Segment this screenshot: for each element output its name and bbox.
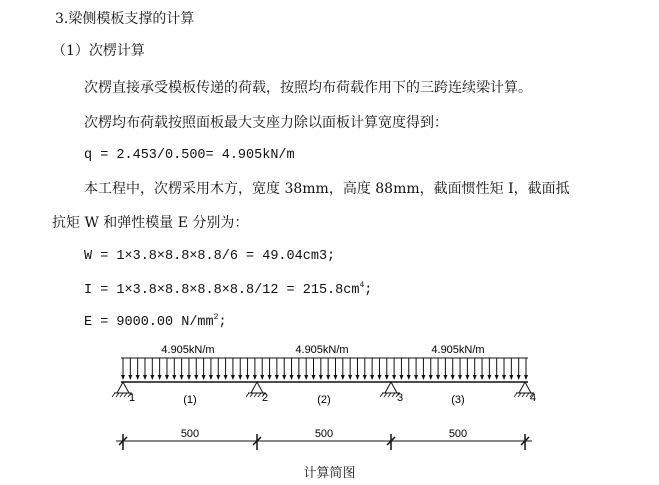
load-arrow-head	[487, 375, 491, 380]
distributed-load-arrows	[121, 358, 528, 380]
support-label-2: 2	[262, 392, 269, 404]
load-arrow-head	[451, 375, 455, 380]
equation-e	[84, 314, 227, 332]
load-arrow-head	[370, 375, 374, 380]
equation-i-end: ;	[364, 283, 373, 298]
load-arrow-head	[363, 375, 367, 380]
support-hatch	[258, 393, 261, 397]
load-arrow-head	[473, 375, 477, 380]
load-arrow-head	[253, 375, 257, 380]
load-arrow-head	[158, 375, 162, 380]
load-arrow-head	[297, 375, 301, 380]
load-arrow-head	[165, 375, 169, 380]
load-arrow-head	[436, 375, 440, 380]
equation-q: q = 2.453/0.500= 4.905kN/m	[84, 148, 295, 163]
load-arrow-head	[392, 375, 396, 380]
load-arrow-head	[377, 375, 381, 380]
load-arrow-head	[224, 375, 228, 380]
section-title: 3.梁侧模板支撑的计算	[55, 11, 195, 27]
load-arrow-head	[458, 375, 462, 380]
load-arrow-head	[399, 375, 403, 380]
load-arrow-head	[407, 375, 411, 380]
load-arrow-head	[414, 375, 418, 380]
paragraph-3-line-2: 抗矩 W 和弹性模量 E 分别为：	[52, 215, 249, 231]
load-arrow-head	[312, 375, 316, 380]
support-label-3: 3	[397, 392, 404, 404]
load-arrow-head	[385, 375, 389, 380]
support-label-4: 4	[530, 392, 537, 404]
support-hatch	[124, 393, 127, 397]
calculation-diagram	[108, 340, 548, 458]
load-arrow-head	[150, 375, 154, 380]
support-hatch	[120, 393, 123, 397]
load-arrow-head	[238, 375, 242, 380]
equation-e-main: E = 9000.00 N/mm	[84, 315, 214, 330]
support-hatch	[526, 393, 529, 397]
equation-i-exponent: 4	[359, 281, 365, 290]
support-label-1: 1	[129, 392, 136, 404]
load-arrow-head	[326, 375, 330, 380]
support-hatch	[246, 393, 249, 397]
load-arrow-head	[502, 375, 506, 380]
span-label-3: (3)	[451, 394, 465, 406]
diagram-caption: 计算简图	[303, 466, 356, 481]
load-label-3: 4.905kN/m	[431, 344, 485, 356]
load-arrow-head	[275, 375, 279, 380]
equation-e-end: ;	[218, 315, 227, 330]
paragraph-3-line-1: 本工程中，次楞采用木方，宽度 38mm，高度 88mm，截面惯性矩 I，截面抵	[84, 181, 570, 197]
load-arrow-head	[429, 375, 433, 380]
load-arrow-head	[136, 375, 140, 380]
support-hatch	[392, 393, 395, 397]
paragraph-2: 次楞均布荷载按照面板最大支座力除以面板计算宽度得到：	[84, 115, 448, 131]
load-arrow-head	[121, 375, 125, 380]
span-label-2: (2)	[317, 394, 331, 406]
load-arrow-head	[333, 375, 337, 380]
load-arrow-head	[187, 375, 191, 380]
load-arrow-head	[290, 375, 294, 380]
load-arrow-head	[480, 375, 484, 380]
load-arrow-head	[231, 375, 235, 380]
load-arrow-head	[282, 375, 286, 380]
load-arrow-head	[268, 375, 272, 380]
load-arrow-head	[180, 375, 184, 380]
support-1-triangle	[117, 382, 129, 393]
span-label-1: (1)	[183, 394, 197, 406]
support-hatch	[514, 393, 517, 397]
support-3-triangle	[385, 382, 397, 393]
load-label-2: 4.905kN/m	[295, 344, 349, 356]
load-arrow-head	[465, 375, 469, 380]
support-hatch	[522, 393, 525, 397]
load-arrow-head	[128, 375, 132, 380]
dimension-label-1: 500	[180, 428, 200, 440]
subsection-title: （1）次楞计算	[52, 43, 145, 59]
support-hatch	[388, 393, 391, 397]
load-arrow-head	[194, 375, 198, 380]
load-arrow-head	[216, 375, 220, 380]
load-arrow-head	[524, 375, 528, 380]
dimension-label-3: 500	[448, 428, 468, 440]
load-label-1: 4.905kN/m	[161, 344, 215, 356]
load-arrow-head	[304, 375, 308, 380]
load-arrow-head	[209, 375, 213, 380]
support-hatch	[254, 393, 257, 397]
support-hatch	[250, 393, 253, 397]
dimension-label-2: 500	[314, 428, 334, 440]
equation-e-exponent: 2	[213, 313, 219, 322]
load-arrow-head	[509, 375, 513, 380]
load-arrow-head	[341, 375, 345, 380]
load-arrow-head	[319, 375, 323, 380]
load-arrow-head	[172, 375, 176, 380]
load-arrow-head	[260, 375, 264, 380]
load-arrow-head	[517, 375, 521, 380]
support-hatch	[380, 393, 383, 397]
load-arrow-head	[495, 375, 499, 380]
load-arrow-head	[355, 375, 359, 380]
load-arrow-head	[246, 375, 250, 380]
load-arrow-head	[421, 375, 425, 380]
load-arrow-head	[202, 375, 206, 380]
support-hatch	[112, 393, 115, 397]
load-arrow-head	[443, 375, 447, 380]
equation-i-main: I = 1×3.8×8.8×8.8×8.8/12 = 215.8cm	[84, 283, 360, 298]
support-hatch	[518, 393, 521, 397]
support-hatch	[384, 393, 387, 397]
paragraph-1: 次楞直接承受模板传递的荷载，按照均布荷载作用下的三跨连续梁计算。	[84, 80, 532, 96]
equation-i	[84, 282, 372, 300]
load-arrow-head	[348, 375, 352, 380]
equation-w: W = 1×3.8×8.8×8.8/6 = 49.04cm3;	[84, 249, 336, 264]
load-arrow-head	[143, 375, 147, 380]
support-hatch	[116, 393, 119, 397]
